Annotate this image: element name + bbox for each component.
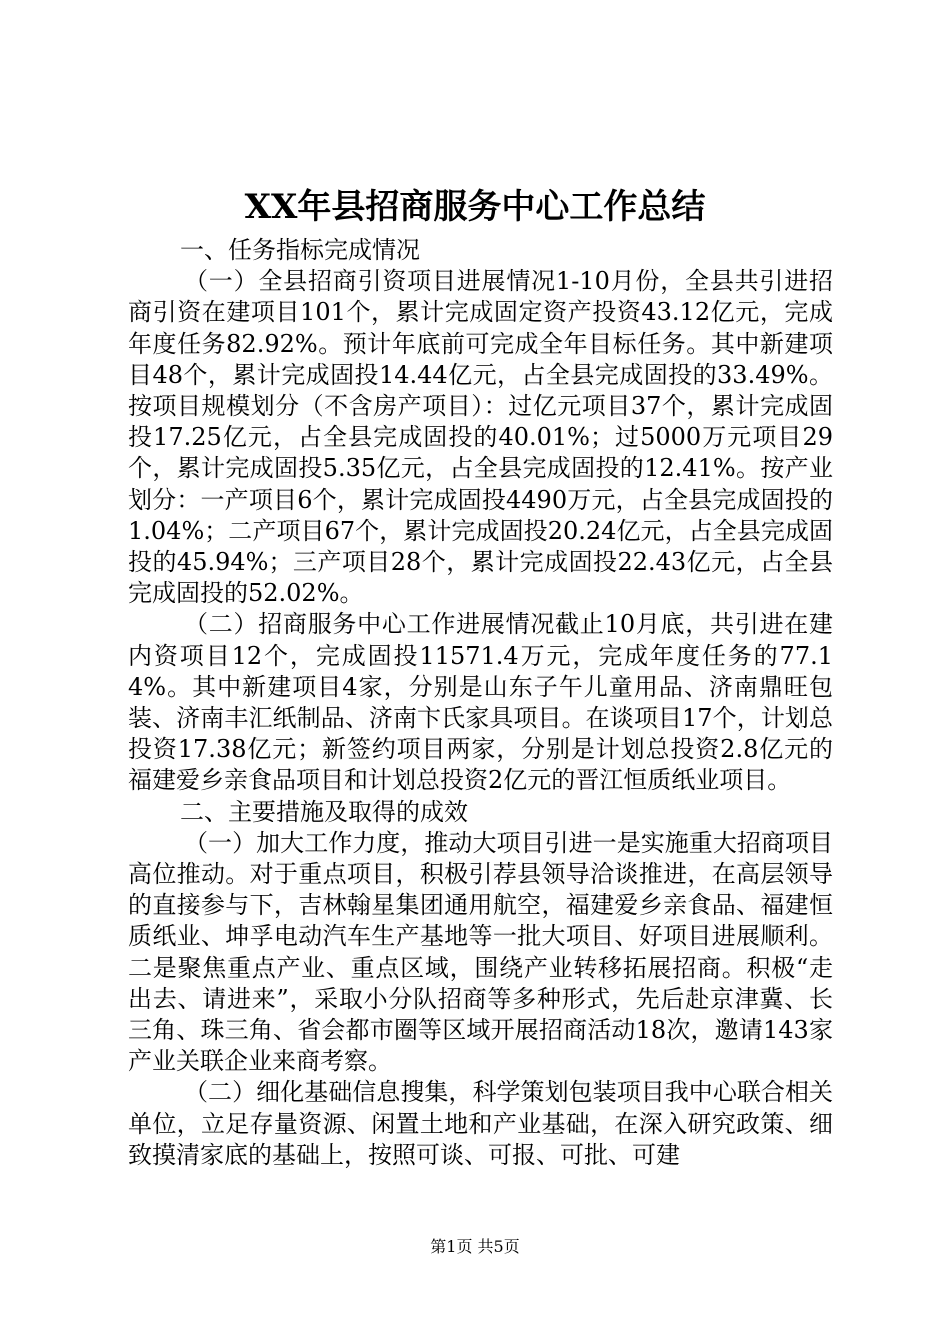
paragraph-3: （一）加大工作力度，推动大项目引进一是实施重大招商项目高位推动。对于重点项目，积极引荐县领导洽谈推进，在高层领导的直接参与下，吉林翰星集团通用航空，福建爱乡亲食品、福建恒质纸业、坤孚电动汽车生产基地等一批大项目、好项目进展顺利。二是聚焦重点产业、重点区域，围绕产业转移拓展招商。积极“走出去、请进来”，采取小分队招商等多种形式，先后赴京津冀、长三角、珠三角、省会都市圈等区域开展招商活动18次，邀请143家产业关联企业来商考察。 — [128, 828, 833, 1076]
paragraph-4: （二）细化基础信息搜集，科学策划包装项目我中心联合相关单位，立足存量资源、闲置土地和产业基础，在深入研究政策、细致摸清家底的基础上，按照可谈、可报、可批、可建 — [128, 1078, 833, 1169]
document-title: XX年县招商服务中心工作总结 — [244, 187, 706, 227]
document-body — [128, 235, 833, 1171]
paragraph-2: （二）招商服务中心工作进展情况截止10月底，共引进在建内资项目12个，完成固投11571.4万元，完成年度任务的77.14%。其中新建项目4家，分别是山东子午儿童用品、济南鼎旺包装、济南丰汇纸制品、济南卞氏家具项目。在谈项目17个，计划总投资17.38亿元；新签约项目两家，分别是计划总投资2.8亿元的福建爱乡亲食品项目和计划总投资2亿元的晋江恒质纸业项目。 — [128, 610, 833, 795]
section-heading-1: 一、任务指标完成情况 — [180, 236, 420, 264]
section-heading-2: 二、主要措施及取得的成效 — [180, 797, 468, 826]
paragraph-1: （一）全县招商引资项目进展情况1-10月份，全县共引进招商引资在建项目101个，累计完成固定资产投资43.12亿元，完成年度任务82.92%。预计年底前可完成全年目标任务。其中新建项目48个，累计完成固投14.44亿元，占全县完成固投的33.49%。按项目规模划分（不含房产项目）：过亿元项目37个，累计完成固投17.25亿元，占全县完成固投的40.01%；过5000万元项目29个，累计完成固投5.35亿元，占全县完成固投的12.41%。按产业划分：一产项目6个，累计完成固投4490万元，占全县完成固投的1.04%；二产项目67个，累计完成固投20.24亿元，占全县完成固投的45.94%；三产项目28个，累计完成固投22.43亿元，占全县完成固投的52.02%。 — [128, 267, 833, 608]
page-number-footer: 第1页 共5页 — [430, 1237, 520, 1256]
